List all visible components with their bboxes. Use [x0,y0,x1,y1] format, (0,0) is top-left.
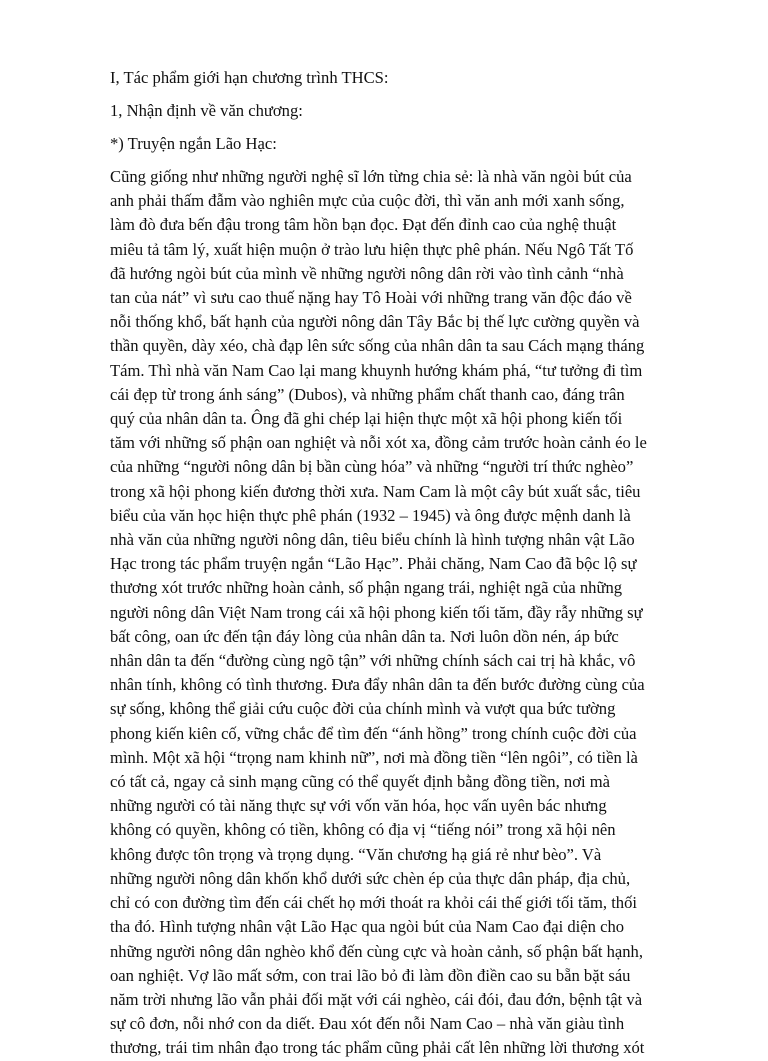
text-line: thần quyền, dày xéo, chà đạp lên sức sống của nhân dân ta sau Cách mạng tháng [110,336,645,356]
text-line: biểu của văn học hiện thực phê phán (1932 – 1945) và ông được mệnh danh là [110,505,631,525]
text-line: làm đò đưa bến đậu trong tâm hồn bạn đọc. Đạt đến đỉnh cao của nghệ thuật [110,215,617,235]
text-line: tăm với những số phận oan nghiệt và nỗi xót xa, đồng cảm trước hoàn cảnh éo le [110,433,647,453]
story-heading: *) Truyện ngắn Lão Hạc: [110,134,277,153]
text-line: phong kiến kiên cố, vững chắc để tìm đến “ánh hồng” trong chính cuộc đời của [110,723,637,743]
text-line: sự cô đơn, nỗi nhớ con da diết. Đau xót đến nỗi Nam Cao – nhà văn giàu tình [110,1014,625,1034]
text-line: thương xót trước những hoàn cảnh, số phận ngang trái, nghiệt ngã của những [110,578,623,598]
text-line: người nông dân Việt Nam trong cái xã hội phong kiến tối tăm, đầy rẫy những sự [110,602,643,622]
text-line: không được tôn trọng và trọng dụng. “Văn chương hạ giá rẻ như bèo”. Và [110,844,602,864]
text-line: những người nông dân khốn khổ dưới sức chèn ép của thực dân pháp, địa chủ, [110,868,631,888]
text-line: những người nông dân nghèo khổ đến cùng cực và hoàn cảnh, số phận bất hạnh, [110,941,643,961]
text-line: nỗi thống khổ, bất hạnh của người nông dân Tây Bắc bị thế lực cường quyền và [110,312,640,332]
text-line: quý của nhân dân ta. Ông đã ghi chép lại hiện thực một xã hội phong kiến tối [110,409,623,429]
body-paragraph [110,165,700,1061]
text-line: của những “người nông dân bị bần cùng hóa” và những “người trí thức nghèo” [110,457,634,477]
text-line: những người có tài năng thực sự với vốn văn hóa, học vấn uyên bác nhưng [110,796,607,816]
text-line: nhà văn của những người nông dân, tiêu biểu chính là hình tượng nhân vật Lão [110,530,635,550]
text-line: mình. Một xã hội “trọng nam khinh nữ”, nơi mà đồng tiền “lên ngôi”, có tiền là [110,747,638,767]
text-line: Hạc trong tác phẩm truyện ngắn “Lão Hạc”. Phải chăng, Nam Cao đã bộc lộ sự [110,554,637,574]
section-heading: I, Tác phẩm giới hạn chương trình THCS: [110,68,389,87]
text-line: sự sống, không thể giải cứu cuộc đời của chính mình và vượt qua bức tường [110,699,616,719]
text-line: năm trời nhưng lão vẫn phải đối mặt với cái nghèo, cái đói, đau đớn, bệnh tật và [110,989,643,1009]
text-line: anh phải thấm đẫm vào nghiên mực của cuộc đời, thì văn anh mới xanh sống, [110,191,625,211]
text-line: có tất cả, ngay cả sinh mạng cũng có thể quyết định bằng đồng tiền, nơi mà [110,772,611,792]
text-line: Cũng giống như những người nghệ sĩ lớn từng chia sẻ: là nhà văn ngòi bút của [110,167,632,186]
text-line: Tám. Thì nhà văn Nam Cao lại mang khuynh hướng khám phá, “tư tưởng đi tìm [110,360,643,380]
text-line: oan nghiệt. Vợ lão mất sớm, con trai lão bỏ đi làm đồn điền cao su bẵn bặt sáu [110,965,631,985]
text-line: tan của nát” vì sưu cao thuế nặng hay Tô Hoài với những trang văn độc đáo về [110,288,632,308]
text-line: trong xã hội phong kiến đương thời xưa. Nam Cam là một cây bút xuất sắc, tiêu [110,481,641,501]
text-line: thương, trái tim nhân đạo trong tác phẩm cũng phải cất lên những lời thương xót [110,1038,645,1058]
text-line: đã hướng ngòi bút của mình về những người nông dân rời vào tình cảnh “nhà [110,263,624,283]
text-line: chỉ có con đường tìm đến cái chết họ mới thoát ra khỏi cái thế giới tối tăm, thối [110,893,638,913]
subsection-heading: 1, Nhận định về văn chương: [110,101,303,120]
text-line: cái đẹp từ trong ánh sáng” (Dubos), và những phẩm chất thanh cao, đáng trân [110,384,625,404]
text-line: nhân dân ta đến “đường cùng ngõ tận” với những chính sách cai trị hà khắc, vô [110,651,636,671]
document-content [110,66,700,1061]
text-line: miêu tả tâm lý, xuất hiện muộn ở trào lưu hiện thực phê phán. Nếu Ngô Tất Tố [110,239,634,259]
text-line: bất công, oan ức đến tận đáy lòng của nhân dân ta. Nơi luôn dồn nén, áp bức [110,626,619,646]
text-line: tha đó. Hình tượng nhân vật Lão Hạc qua ngòi bút của Nam Cao đại diện cho [110,917,625,937]
text-line: không có quyền, không có tiền, không có địa vị “tiếng nói” trong xã hội nên [110,820,616,840]
text-line: nhân tính, không có tình thương. Đưa đẩy nhân dân ta đến bước đường cùng của [110,675,645,695]
